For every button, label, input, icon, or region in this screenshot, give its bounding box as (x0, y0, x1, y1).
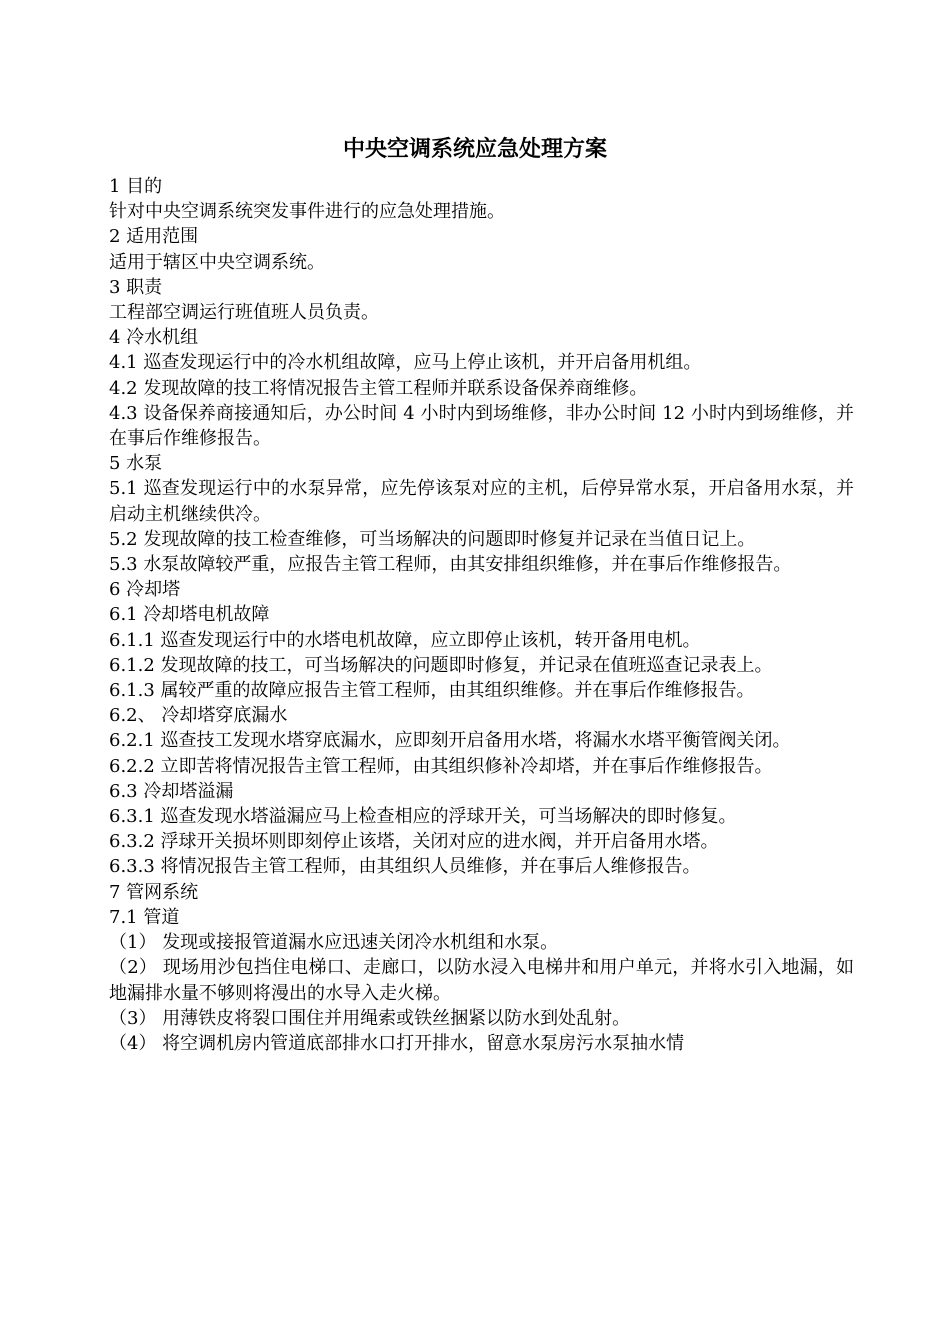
document-body (109, 174, 854, 1056)
section-heading-pump: 5 水泵 (109, 453, 163, 475)
section-heading-cooling-tower: 6 冷却塔 (109, 579, 181, 601)
list-item: （4） 将空调机房内管道底部排水口打开排水，留意水泵房污水泵抽水情 (109, 1032, 685, 1054)
paragraph: 6.3.2 浮球开关损坏则即刻停止该塔，关闭对应的进水阀，并开启备用水塔。 (109, 831, 719, 853)
list-item: （2） 现场用沙包挡住电梯口、走廊口，以防水浸入电梯井和用户单元，并将水引入地漏，如地漏排水量不够则将漫出的水导入走火梯。 (109, 957, 854, 1004)
paragraph: 5.3 水泵故障较严重，应报告主管工程师，由其安排组织维修，并在事后作维修报告。 (109, 554, 792, 576)
section-heading-responsibility: 3 职责 (109, 276, 163, 298)
document-title: 中央空调系统应急处理方案 (342, 137, 607, 162)
section-heading-purpose: 1 目的 (109, 176, 163, 197)
paragraph: 6.2.2 立即苦将情况报告主管工程师，由其组织修补冷却塔，并在事后作维修报告。 (109, 755, 773, 777)
paragraph: 6.1.3 属较严重的故障应报告主管工程师，由其组织维修。并在事后作维修报告。 (109, 680, 755, 702)
paragraph: 6.3.1 巡查发现水塔溢漏应马上检查相应的浮球开关，可当场解决的即时修复。 (109, 806, 737, 828)
paragraph: 6.1.1 巡查发现运行中的水塔电机故障，应立即停止该机，转开备用电机。 (109, 629, 701, 651)
paragraph: 4.2 发现故障的技工将情况报告主管工程师并联系设备保养商维修。 (109, 377, 648, 399)
paragraph: 4.1 巡查发现运行中的冷水机组故障，应马上停止该机，并开启备用机组。 (109, 352, 702, 374)
paragraph: 6.1.2 发现故障的技工，可当场解决的问题即时修复，并记录在值班巡查记录表上。 (109, 654, 773, 676)
paragraph: 6.2.1 巡查技工发现水塔穿底漏水，应即刻开启备用水塔，将漏水水塔平衡管阀关闭。 (109, 730, 791, 752)
paragraph: 5.2 发现故障的技工检查维修，可当场解决的问题即时修复并记录在当值日记上。 (109, 528, 756, 550)
subsection-heading: 6.2、 冷却塔穿底漏水 (109, 705, 288, 727)
subsection-heading: 7.1 管道 (109, 906, 180, 928)
section-heading-scope: 2 适用范围 (109, 226, 199, 248)
paragraph: 适用于辖区中央空调系统。 (109, 251, 325, 273)
subsection-heading: 6.3 冷却塔溢漏 (109, 780, 234, 802)
list-item: （3） 用薄铁皮将裂口围住并用绳索或铁丝捆紧以防水到处乱射。 (109, 1007, 631, 1029)
section-heading-chiller: 4 冷水机组 (109, 327, 199, 349)
section-heading-piping: 7 管网系统 (109, 881, 199, 903)
paragraph: 工程部空调运行班值班人员负责。 (109, 302, 379, 324)
paragraph: 5.1 巡查发现运行中的水泵异常，应先停该泵对应的主机，后停异常水泵，开启备用水泵，并启动主机继续供冷。 (109, 478, 854, 525)
paragraph: 4.3 设备保养商接通知后，办公时间 4 小时内到场维修，非办公时间 12 小时内到场维修，并在事后作维修报告。 (109, 402, 854, 450)
subsection-heading: 6.1 冷却塔电机故障 (109, 604, 270, 626)
paragraph: 针对中央空调系统突发事件进行的应急处理措施。 (109, 201, 505, 223)
paragraph: 6.3.3 将情况报告主管工程师，由其组织人员维修，并在事后人维修报告。 (109, 856, 701, 878)
list-item: （1） 发现或接报管道漏水应迅速关闭冷水机组和水泵。 (109, 932, 559, 954)
